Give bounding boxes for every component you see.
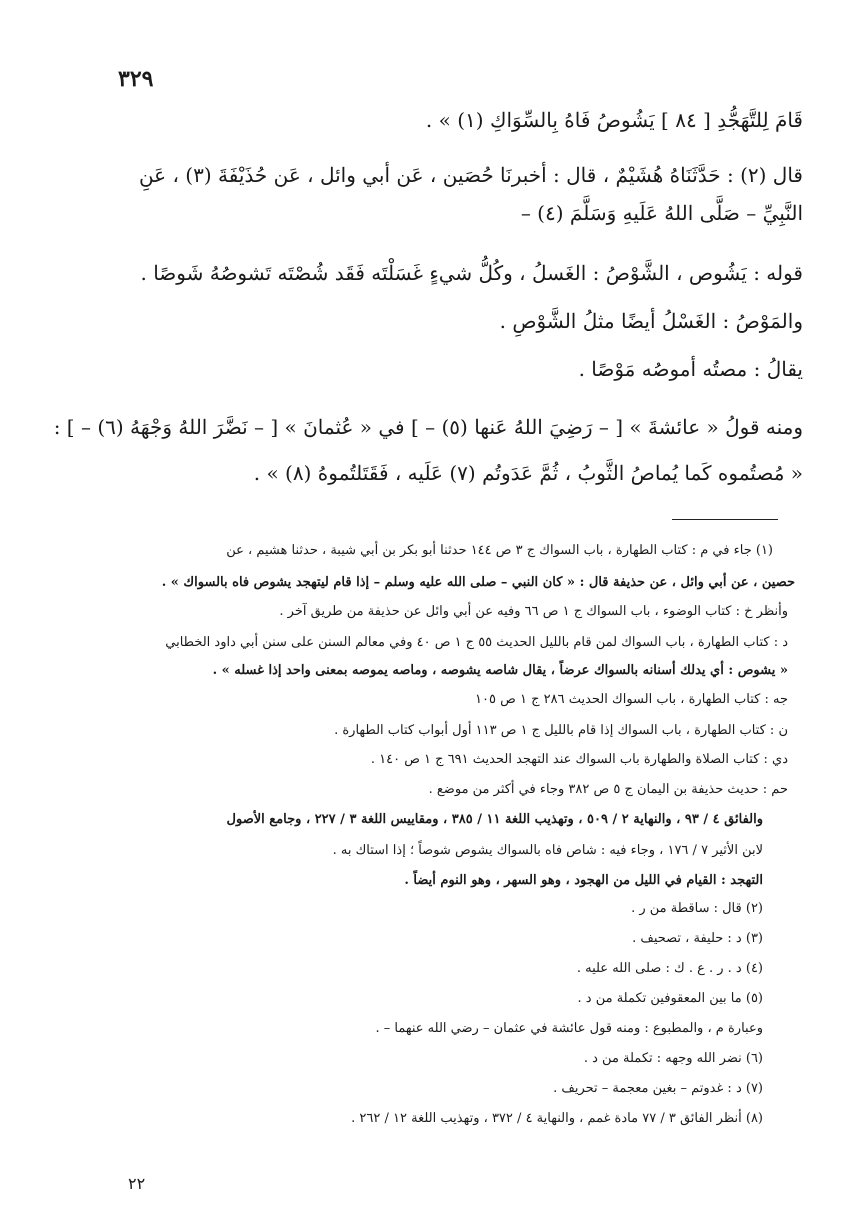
main-line: ومنه قولُ « عائشةَ » [ – رَضِيَ اللهُ عَنها (٥) – ] في « عُثمانَ » [ – نَضَّرَ اللهُ وَجْهَهُ (٦) – ] : (53, 415, 803, 439)
main-line: والمَوْصُ : الغَسْلُ أيضًا مثلُ الشَّوْصِ . (499, 309, 803, 333)
footnote-line: وأنظر خ : كتاب الوضوء ، باب السواك ج ١ ص ٦٦ وفيه عن أبي وائل عن حذيفة من طريق آخر . (279, 604, 788, 619)
main-line: يقالُ : مصتُه أموصُه مَوْصًا . (578, 357, 803, 381)
main-line: النَّبِيِّ – صَلَّى اللهُ عَلَيهِ وَسَلَّمَ (٤) – (520, 201, 803, 225)
footnote-line: (٨) أنظر الفائق ٣ / ٧٧ مادة غمم ، والنهاية ٤ / ٣٧٢ ، وتهذيب اللغة ١٢ / ٢٦٢ . (351, 1111, 763, 1126)
footnote-line: (٢) قال : ساقطة من ر . (631, 901, 763, 916)
footnote-line: د : كتاب الطهارة ، باب السواك لمن قام بالليل الحديث ٥٥ ج ١ ص ٤٠ وفي معالم السنن على سنن أبي داود الخطابي (165, 635, 788, 650)
footnote-line: (١) جاء في م : كتاب الطهارة ، باب السواك ج ٣ ص ١٤٤ حدثنا أبو بكر بن أبي شيبة ، حدثنا هشيم ، عن (226, 543, 773, 558)
footnote-line: ن : كتاب الطهارة ، باب السواك إذا قام بالليل ج ١ ص ١١٣ أول أبواب كتاب الطهارة . (334, 723, 788, 738)
footnote-line: جه : كتاب الطهارة ، باب السواك الحديث ٢٨٦ ج ١ ص ١٠٥ (475, 692, 788, 707)
footnote-line: التهجد : القيام في الليل من الهجود ، وهو السهر ، وهو النوم أيضاً . (404, 873, 763, 888)
footnote-line: (٤) د . ر . ع . ك : صلى الله عليه . (576, 961, 763, 976)
footnote-line: (٧) د : غدوتم – بغين معجمة – تحريف . (553, 1081, 763, 1096)
page-number-top: ٣٢٩ (118, 66, 154, 92)
footnote-line: (٣) د : حليفة ، تصحيف . (632, 931, 763, 946)
footnote-line: لابن الأثير ٧ / ١٧٦ ، وجاء فيه : شاص فاه بالسواك يشوص شوصاً ؛ إذا استاك به . (332, 843, 763, 858)
footnote-line: « يشوص : أي يدلك أسنانه بالسواك عرضاً ، يقال شاصه يشوصه ، وماصه يموصه بمعنى واحد إذا غسله » . (212, 663, 788, 678)
footnote-line: والفائق ٤ / ٩٣ ، والنهاية ٢ / ٥٠٩ ، وتهذيب اللغة ١١ / ٣٨٥ ، ومقاييس اللغة ٣ / ٢٢٧ ، وجامع الأصول (226, 812, 763, 827)
footnote-line: (٥) ما بين المعقوفين تكملة من د . (577, 991, 763, 1006)
footnote-line: حصين ، عن أبي وائل ، عن حذيفة قال : « كان النبي – صلى الله عليه وسلم – إذا قام ليتهجد يشوص فاه بالسواك » . (161, 575, 795, 590)
footnote-line: وعبارة م ، والمطبوع : ومنه قول عائشة في عثمان – رضي الله عنهما – . (375, 1021, 763, 1036)
page-number-bottom: ٢٢ (128, 1174, 146, 1193)
footnote-line: دي : كتاب الصلاة والطهارة باب السواك عند التهجد الحديث ٦٩١ ج ١ ص ١٤٠ . (370, 752, 788, 767)
main-line: قوله : يَشُوص ، الشَّوْصُ : الغَسلُ ، وكُلُّ شيءٍ غَسَلْتَه فَقَد شُصْتَه تَشوصُهُ شَوصًا . (140, 261, 803, 285)
main-line: « مُصتُموه كَما يُماصُ الثَّوبُ ، ثُمَّ عَدَوتُم (٧) عَلَيه ، فَقَتَلتُموهُ (٨) » . (253, 461, 803, 485)
footnote-line: حم : حديث حذيفة بن اليمان ج ٥ ص ٣٨٢ وجاء في أكثر من موضع . (428, 782, 788, 797)
main-line: قال (٢) : حَدَّثَنَاهُ هُشَيْمٌ ، قال : أخبرنَا حُصَين ، عَن أبي وائل ، عَن حُذَيْفَةَ (٣) ، عَنِ (138, 163, 803, 187)
footnote-divider (672, 519, 778, 520)
main-line: قَامَ لِلتَّهَجُّدِ [ ٨٤ ] يَشُوصُ فَاهُ بِالسِّوَاكِ (١) » . (425, 108, 803, 132)
footnote-line: (٦) نضر الله وجهه : تكملة من د . (583, 1051, 763, 1066)
